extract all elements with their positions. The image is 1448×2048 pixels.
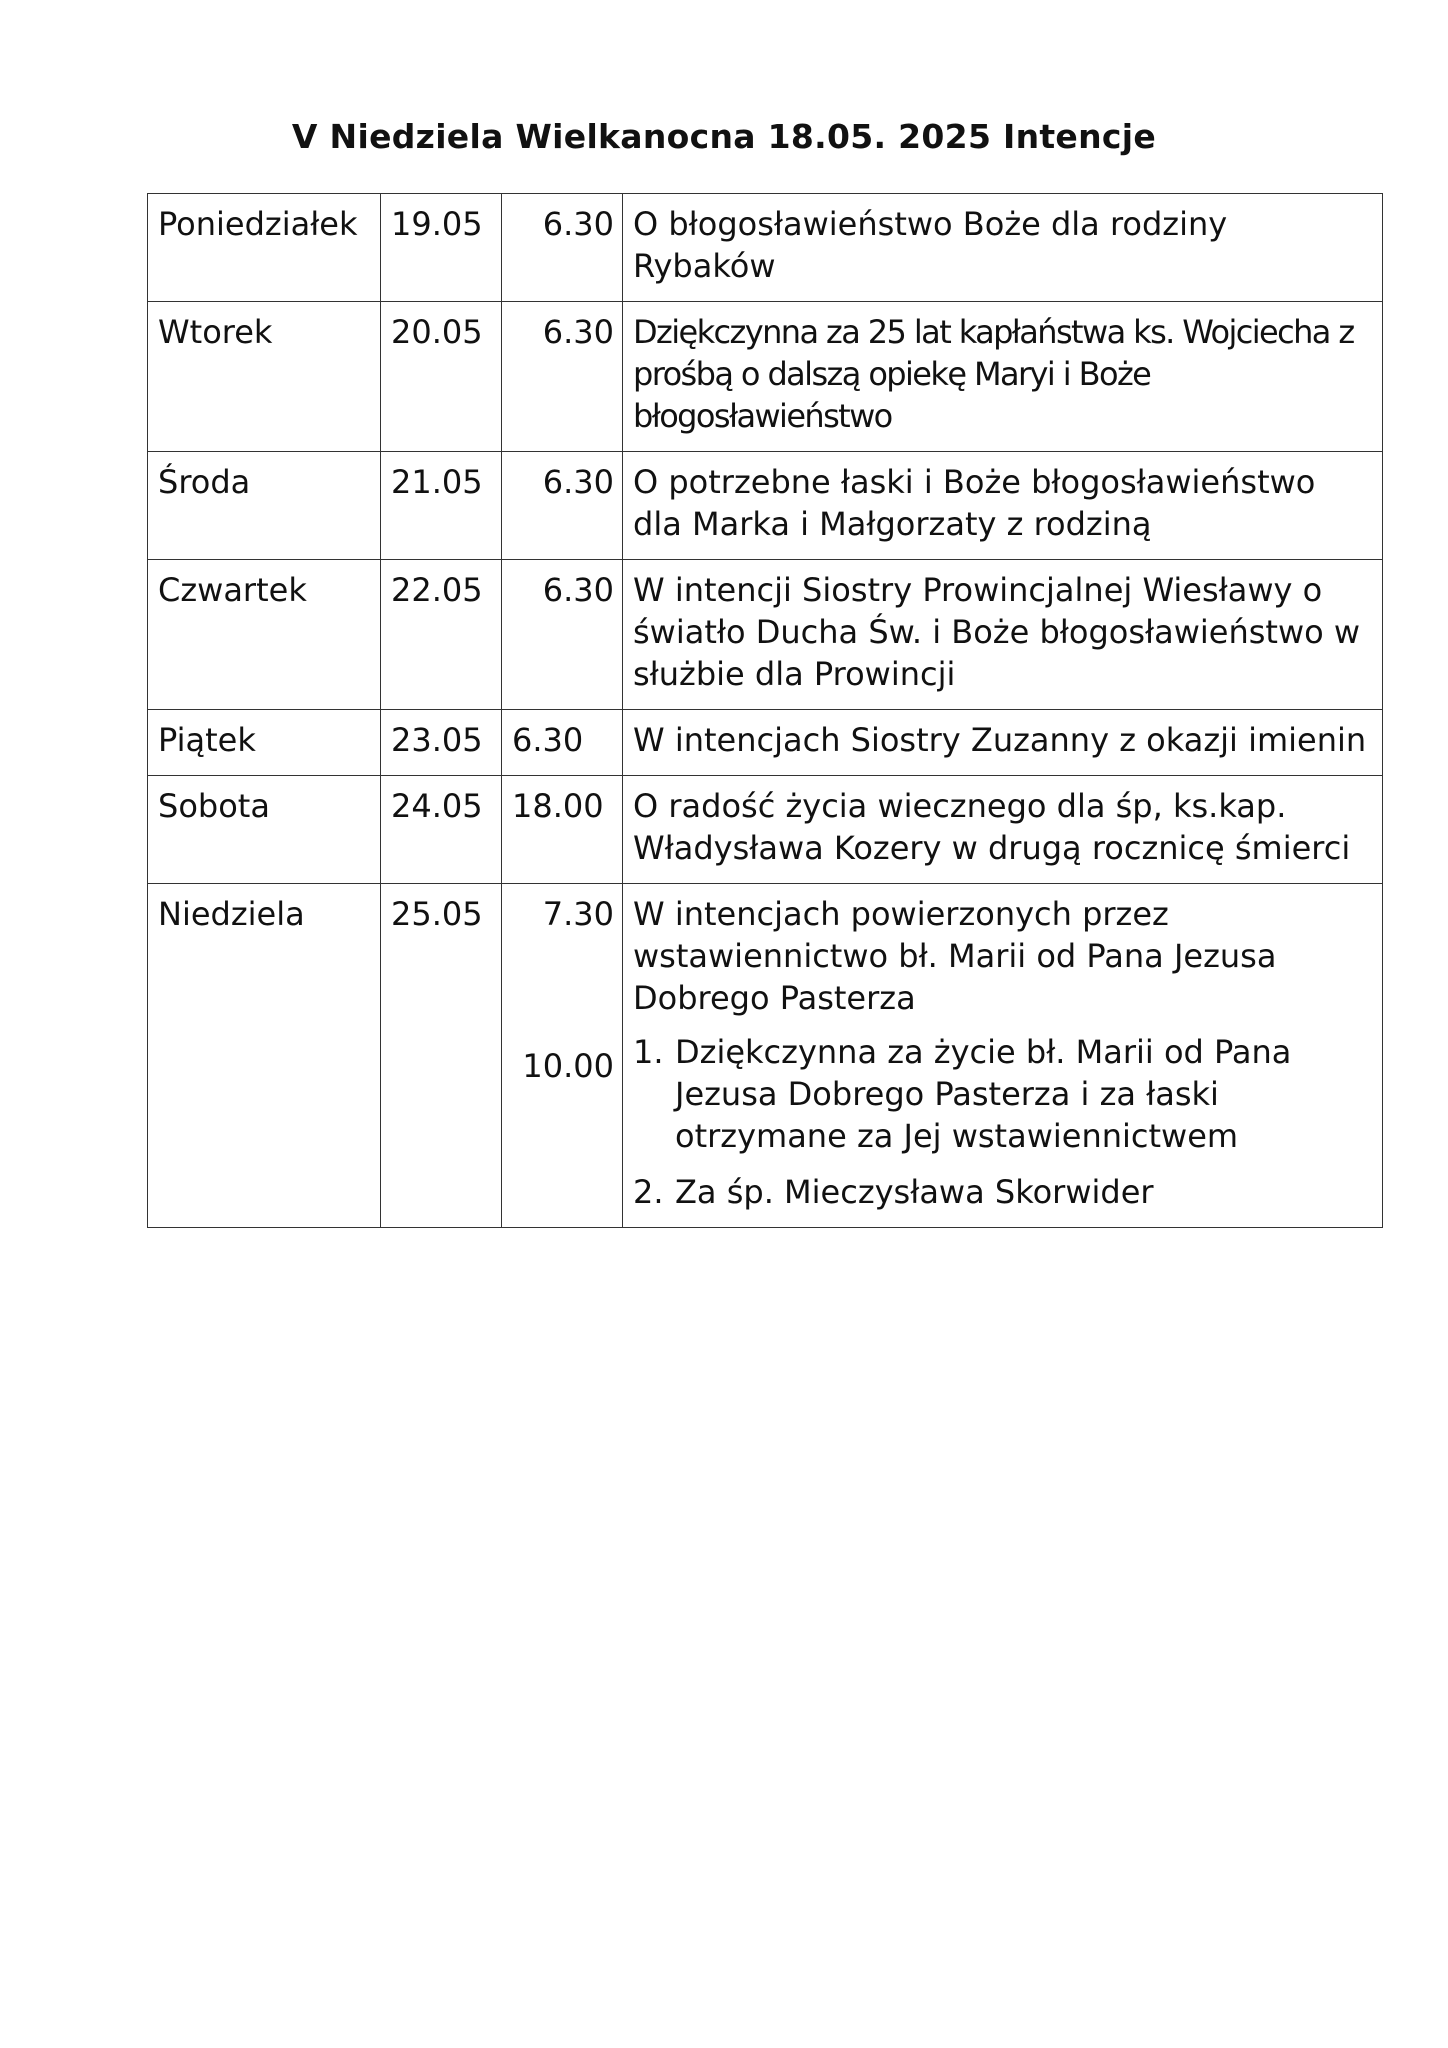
- intention-text: Dziękczynna za 25 lat kapłaństwa ks. Wojciecha z prośbą o dalszą opiekę Maryi i Boże błogosławieństwo: [633, 313, 1354, 435]
- day-cell: Piątek: [148, 710, 381, 776]
- list-item: [633, 1171, 1374, 1213]
- time-cell: 6.30: [502, 560, 623, 710]
- date-cell: 21.05: [381, 452, 502, 560]
- intention-cell: [623, 302, 1383, 452]
- mass-intentions-table: [147, 193, 1383, 1228]
- list-number: 2.: [633, 1173, 664, 1211]
- time-cell: 18.00: [502, 776, 623, 884]
- intention-cell: O błogosławieństwo Boże dla rodziny Rybaków: [623, 194, 1383, 302]
- date-cell: 24.05: [381, 776, 502, 884]
- intention-cell: W intencji Siostry Prowincjalnej Wiesławy o światło Ducha Św. i Boże błogosławieństwo w służbie dla Prowincji: [623, 560, 1383, 710]
- intention-list: [633, 1031, 1374, 1213]
- intention-cell: [623, 884, 1383, 1228]
- date-cell: 25.05: [381, 884, 502, 1228]
- day-cell: Wtorek: [148, 302, 381, 452]
- list-text: Dziękczynna za życie bł. Marii od Pana Jezusa Dobrego Pasterza i za łaski otrzymane za Jej wstawiennictwem: [675, 1033, 1292, 1155]
- list-number: 1.: [633, 1033, 664, 1071]
- date-cell: 23.05: [381, 710, 502, 776]
- day-cell: Środa: [148, 452, 381, 560]
- table-row: [148, 452, 1383, 560]
- list-item: [633, 1031, 1374, 1157]
- intention-cell: W intencjach Siostry Zuzanny z okazji imienin: [623, 710, 1383, 776]
- intention-first: W intencjach powierzonych przez wstawiennictwo bł. Marii od Pana Jezusa Dobrego Pasterza: [633, 895, 1277, 1017]
- time-second: 10.00: [522, 1047, 614, 1085]
- date-cell: 19.05: [381, 194, 502, 302]
- table-row: [148, 884, 1383, 1228]
- table-row: [148, 302, 1383, 452]
- time-cell: [502, 884, 623, 1228]
- day-cell: Niedziela: [148, 884, 381, 1228]
- time-cell: 6.30: [502, 710, 623, 776]
- date-cell: 20.05: [381, 302, 502, 452]
- table-row: [148, 194, 1383, 302]
- table-row: [148, 710, 1383, 776]
- time-cell: 6.30: [502, 194, 623, 302]
- day-cell: Sobota: [148, 776, 381, 884]
- day-cell: Poniedziałek: [148, 194, 381, 302]
- time-cell: 6.30: [502, 302, 623, 452]
- table-row: [148, 560, 1383, 710]
- time-first: 7.30: [542, 895, 614, 933]
- intention-cell: O radość życia wiecznego dla śp, ks.kap. Władysława Kozery w drugą rocznicę śmierci: [623, 776, 1383, 884]
- table-row: [148, 776, 1383, 884]
- intention-cell: O potrzebne łaski i Boże błogosławieństwo dla Marka i Małgorzaty z rodziną: [623, 452, 1383, 560]
- time-cell: 6.30: [502, 452, 623, 560]
- date-cell: 22.05: [381, 560, 502, 710]
- list-text: Za śp. Mieczysława Skorwider: [675, 1173, 1154, 1211]
- page-title: V Niedziela Wielkanocna 18.05. 2025 Intencje: [291, 117, 1157, 156]
- day-cell: Czwartek: [148, 560, 381, 710]
